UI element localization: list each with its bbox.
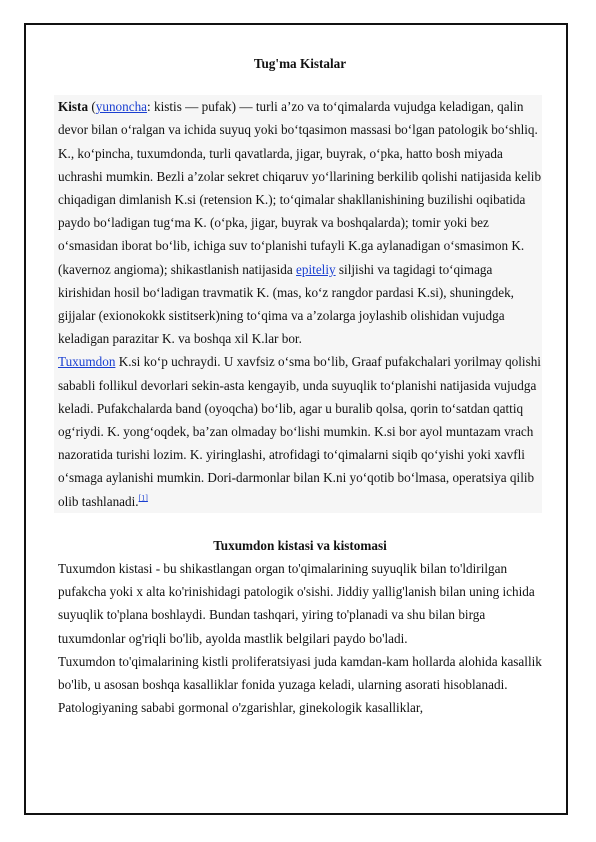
section-title-tuxumdon-kistasi: Tuxumdon kistasi va kistomasi <box>213 537 387 553</box>
paragraph-kista-definition: Kista (yunoncha: kistis — pufak) — turli a’zo va to‘qimalarda vujudga keladigan, qalin devor bilan o‘ralgan va ichida suyuq yoki bo‘tqasimon massasi bo‘lgan patologik bo‘shliq. K., ko‘pincha, tuxumdonda, turli qavatlarda, jigar, buyrak, o‘pka, hatto bosh miyada uchrashi mumkin. Bezli a’zolar sekret chiqaruv yo‘llarining berkilib qolishi natijasida kelib chiqadigan dimlanish K.si (retension K.); to‘qimalar shakllanishining buzilishi oqibatida paydo bo‘ladigan tug‘ma K. (o‘pka, jigar, buyrak va boshqalarda); tomir yoki bez o‘smasidan iborat bo‘lib, ichiga suv to‘planishi tufayli K.ga aylanadigan o‘smasimon K. (kavernoz angioma); shikastlanish natijasida epiteliy siljishi va tagidagi to‘qimaga kirishidan hosil bo‘ladigan travmatik K. (mas, ko‘z rangdor pardasi K.si), shuningdek, gijjalar (exionokokk sistitserk)ning to‘qima va a’zolarga joylashib olishidan vujudga keladigan parazitar K. va boshqa xil K.lar bor. <box>58 99 542 347</box>
paragraph-proliferatsiya: Tuxumdon to'qimalarining kistli proliferatsiyasi juda kamdan-kam hollarda alohida kasallik bo'lib, u asosan boshqa kasalliklar fonida yuzaga keladi, ularning asorati hisoblanadi. Patologiyaning sababi gormonal o'zgarishlar, ginekologik kasalliklar, <box>58 653 542 716</box>
section-kista <box>54 95 542 513</box>
paragraph-tuxumdon: Tuxumdon K.si ko‘p uchraydi. U xavfsiz o‘sma bo‘lib, Graaf pufakchalari yorilmay qolishi sababli follikul devorlari sekin-asta kengayib, unda suyuqlik to‘planishi natijasida vujudga keladi. Pufakchalarda band (oyoqcha) bo‘lib, agar u buralib qolsa, qorin to‘satdan qattiq og‘riydi. K. yong‘oqdek, ba’zan olmaday bo‘lishi mumkin. K.si bor ayol muntazam vrach nazoratida turishi lozim. K. yiringlashi, atrofidagi to‘qimalarni siqib qo‘yishi yoki xavfli o‘smaga aylanishi mumkin. Dori-darmonlar bilan K.ni yo‘qotib bo‘lmasa, operatsiya qilib olib tashlanadi.[1] <box>58 354 541 509</box>
link-epiteliy[interactable]: epiteliy <box>296 261 336 277</box>
footnote-link[interactable]: [1] <box>138 493 148 503</box>
document-title: Tug'ma Kistalar <box>253 56 347 71</box>
link-tuxumdon[interactable]: Tuxumdon <box>58 354 116 370</box>
paragraph-tuxumdon-kistasi: Tuxumdon kistasi - bu shikastlangan organ to'qimalarining suyuqlik bilan to'ldirilgan pufakcha yoki x alta ko'rinishidagi patologik o'sishi. Jiddiy yallig'lanish bilan uning ichida suyuqlik to'plana boshlaydi. Bundan tashqari, yiring to'planadi va shu bilan birga tuxumdonlar og'riqli bo'lib, ayolda mastlik belgilari paydo bo'ladi. <box>58 561 535 646</box>
document-body <box>58 52 542 719</box>
link-yunoncha[interactable]: yunoncha <box>95 99 148 115</box>
term-kista: Kista <box>58 99 89 115</box>
